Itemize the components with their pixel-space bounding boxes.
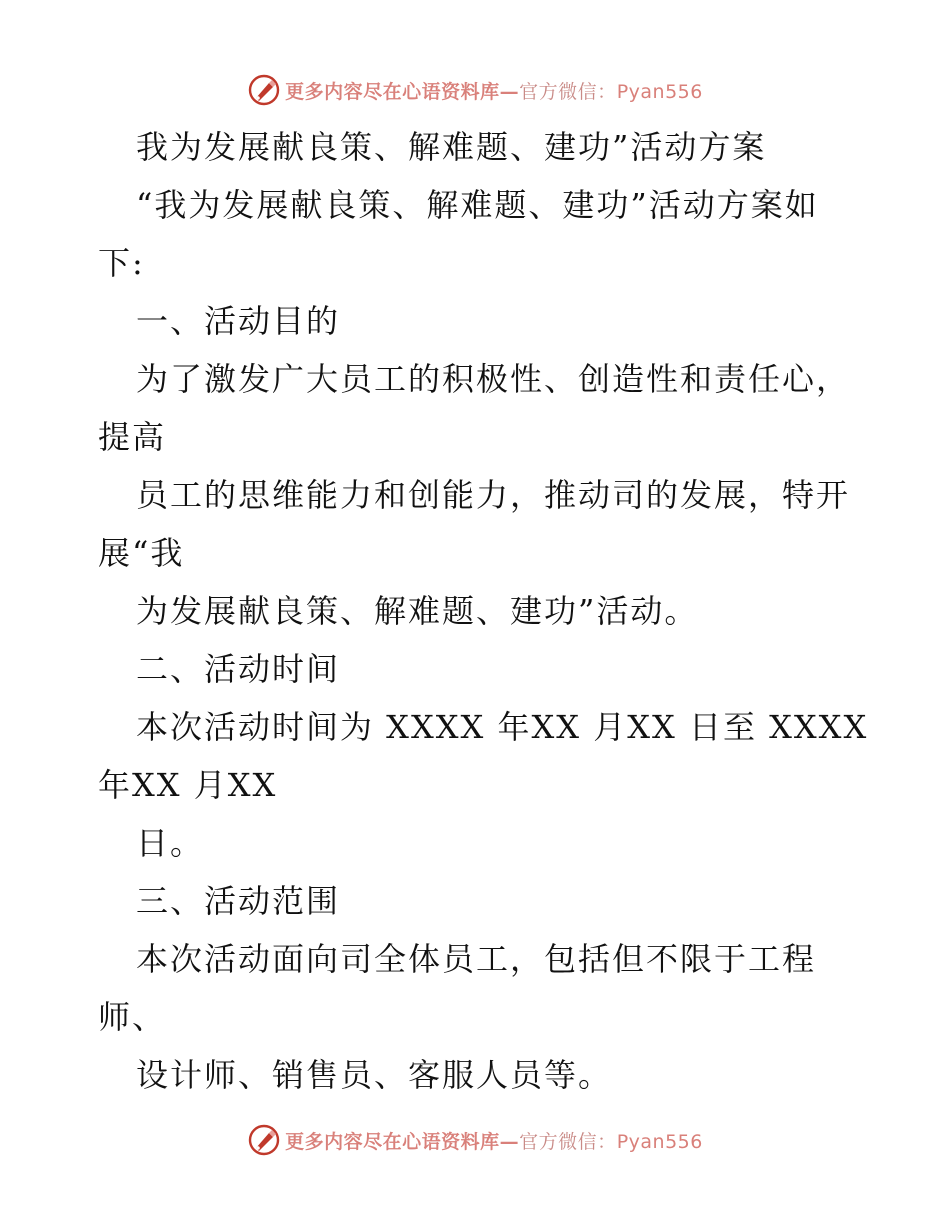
paragraph-line: 设计师、销售员、客服人员等。: [136, 1056, 613, 1094]
section-heading: 三、活动范围: [136, 882, 341, 920]
banner-site: 更多内容尽在心语资料库: [285, 1130, 500, 1153]
banner-text: [285, 1127, 703, 1154]
paragraph-line: 师、: [98, 998, 167, 1036]
footer-banner: [0, 1120, 950, 1160]
banner-wechat-label: 官方微信：: [519, 80, 617, 103]
section-heading: 一、活动目的: [136, 302, 341, 340]
paragraph-line: 为发展献良策、解难题、建功”活动。: [136, 592, 699, 630]
banner-dash: —: [499, 1130, 520, 1153]
paragraph-line: 本次活动面向司全体员工，包括但不限于工程: [136, 940, 817, 978]
banner-wechat-label: 官方微信：: [519, 1130, 617, 1153]
section-heading: 二、活动时间: [136, 650, 341, 688]
pen-logo-icon: [247, 73, 281, 107]
pen-logo-icon: [247, 1123, 281, 1157]
paragraph-line: 提高: [98, 418, 167, 456]
paragraph-line: 员工的思维能力和创能力，推动司的发展，特开: [136, 476, 851, 514]
paragraph-line: 展“我: [98, 534, 185, 572]
banner-text: [285, 77, 703, 104]
banner-dash: —: [499, 80, 520, 103]
banner-account: Pyan556: [616, 80, 703, 103]
paragraph-line: 本次活动时间为 XXXX 年XX 月XX 日至 XXXX: [136, 708, 869, 746]
paragraph-line: 日。: [136, 824, 205, 862]
banner-account: Pyan556: [616, 1130, 703, 1153]
paragraph-line: 下:: [98, 244, 145, 282]
document-title: 我为发展献良策、解难题、建功”活动方案: [136, 128, 767, 166]
paragraph-line: 年XX 月XX: [98, 766, 278, 804]
paragraph-line: 为了激发广大员工的积极性、创造性和责任心，: [136, 360, 851, 398]
header-banner: [0, 70, 950, 110]
paragraph-line: “我为发展献良策、解难题、建功”活动方案如: [136, 186, 819, 224]
document-body: [98, 118, 868, 1104]
banner-site: 更多内容尽在心语资料库: [285, 80, 500, 103]
